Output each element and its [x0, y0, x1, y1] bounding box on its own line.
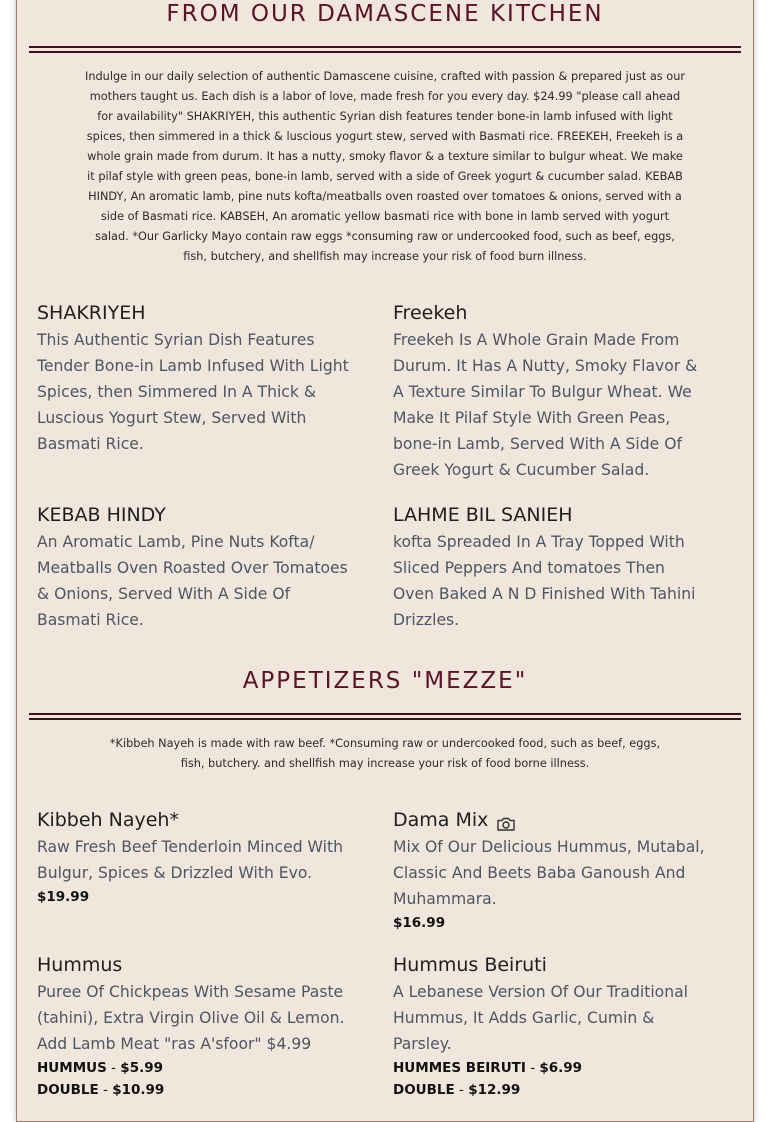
item-name: Dama Mix: [393, 806, 709, 834]
item-description: Freekeh Is A Whole Grain Made From Durum. It Has A Nutty, Smoky Flavor & A Texture Similar To Bulgur Wheat. We Make It Pilaf Style With Green Peas, bone-in Lamb, Served With A Side Of Greek Yogurt & Cucumber Salad.: [393, 331, 698, 479]
menu-item[interactable]: [37, 501, 353, 633]
item-name: Freekeh: [393, 302, 468, 324]
item-name: Kibbeh Nayeh*: [37, 809, 179, 831]
menu-item[interactable]: [37, 806, 353, 908]
item-description: A Lebanese Version Of Our Traditional Hummus, It Adds Garlic, Cumin & Parsley.: [393, 983, 688, 1053]
item-description: Raw Fresh Beef Tenderloin Minced With Bulgur, Spices & Drizzled With Evo.: [37, 838, 343, 882]
section-title-kitchen: FROM OUR DAMASCENE KITCHEN: [166, 1, 604, 27]
menu-item[interactable]: [393, 501, 709, 633]
item-price: HUMMUS - $5.99: [37, 1060, 163, 1076]
menu-panel: [16, 0, 754, 1122]
item-name: SHAKRIYEH: [37, 302, 146, 324]
camera-icon[interactable]: [496, 812, 516, 828]
item-description: This Authentic Syrian Dish Features Tender Bone-in Lamb Infused With Light Spices, then Simmered In A Thick & Luscious Yogurt Stew, Served With Basmati Rice.: [37, 331, 349, 453]
menu-item[interactable]: [393, 806, 709, 934]
item-name: Hummus Beiruti: [393, 954, 547, 976]
item-description: kofta Spreaded In A Tray Topped With Sliced Peppers And tomatoes Then Oven Baked A N D Finished With Tahini Drizzles.: [393, 533, 696, 629]
section-divider: [29, 713, 741, 720]
menu-item[interactable]: [393, 951, 709, 1101]
item-description: Mix Of Our Delicious Hummus, Mutabal, Classic And Beets Baba Ganoush And Muhammara.: [393, 838, 705, 908]
appetizers-intro: *Kibbeh Nayeh is made with raw beef. *Consuming raw or undercooked food, such as beef, eggs, fish, butchery. and shellfish may increase your risk of food borne illness.: [109, 737, 661, 770]
kitchen-intro: Indulge in our daily selection of authentic Damascene cuisine, crafted with passion & prepared just as our mothers taught us. Each dish is a labor of love, made fresh for you every day. $24.99 "please call ahead for availability" SHAKRIYEH, this authentic Syrian dish features tender bone-in lamb infused with light spices, then simmered in a thick & luscious yogurt stew, served with Basmati rice. FREEKEH, Freekeh is a whole grain made from durum. It has a nutty, smoky flavor & a texture similar to bulgur wheat. We make it pilaf style with green peas, bone-in lamb, served with a side of Greek yogurt & cucumber salad. KEBAB HINDY, An aromatic lamb, pine nuts kofta/meatballs oven roasted over tomatoes & onions, served with a side of Basmati rice. KABSEH, An aromatic yellow basmati rice with bone in lamb served with yogurt salad. *Our Garlicky Mayo contain raw eggs *consuming raw or undercooked food, such as beef, eggs, fish, butchery, and shellfish may increase your risk of food burn illness.: [85, 70, 685, 263]
menu-item[interactable]: [37, 951, 353, 1101]
item-price: HUMMES BEIRUTI - $6.99: [393, 1060, 583, 1076]
item-price: DOUBLE - $12.99: [393, 1082, 521, 1098]
item-name: LAHME BIL SANIEH: [393, 504, 573, 526]
item-description: An Aromatic Lamb, Pine Nuts Kofta/ Meatballs Oven Roasted Over Tomatoes & Onions, Served With A Side Of Basmati Rice.: [37, 533, 348, 629]
item-name: KEBAB HINDY: [37, 504, 166, 526]
item-price: $19.99: [37, 889, 90, 905]
menu-item[interactable]: [37, 299, 353, 457]
item-price: $16.99: [393, 915, 446, 931]
item-description: Puree Of Chickpeas With Sesame Paste (tahini), Extra Virgin Olive Oil & Lemon. Add Lamb Meat "ras A'sfoor" $4.99: [37, 983, 345, 1053]
item-name: Hummus: [37, 954, 123, 976]
section-title-appetizers: APPETIZERS "MEZZE": [242, 668, 528, 694]
section-divider: [29, 46, 741, 53]
menu-item[interactable]: [393, 299, 709, 483]
item-price: DOUBLE - $10.99: [37, 1082, 165, 1098]
